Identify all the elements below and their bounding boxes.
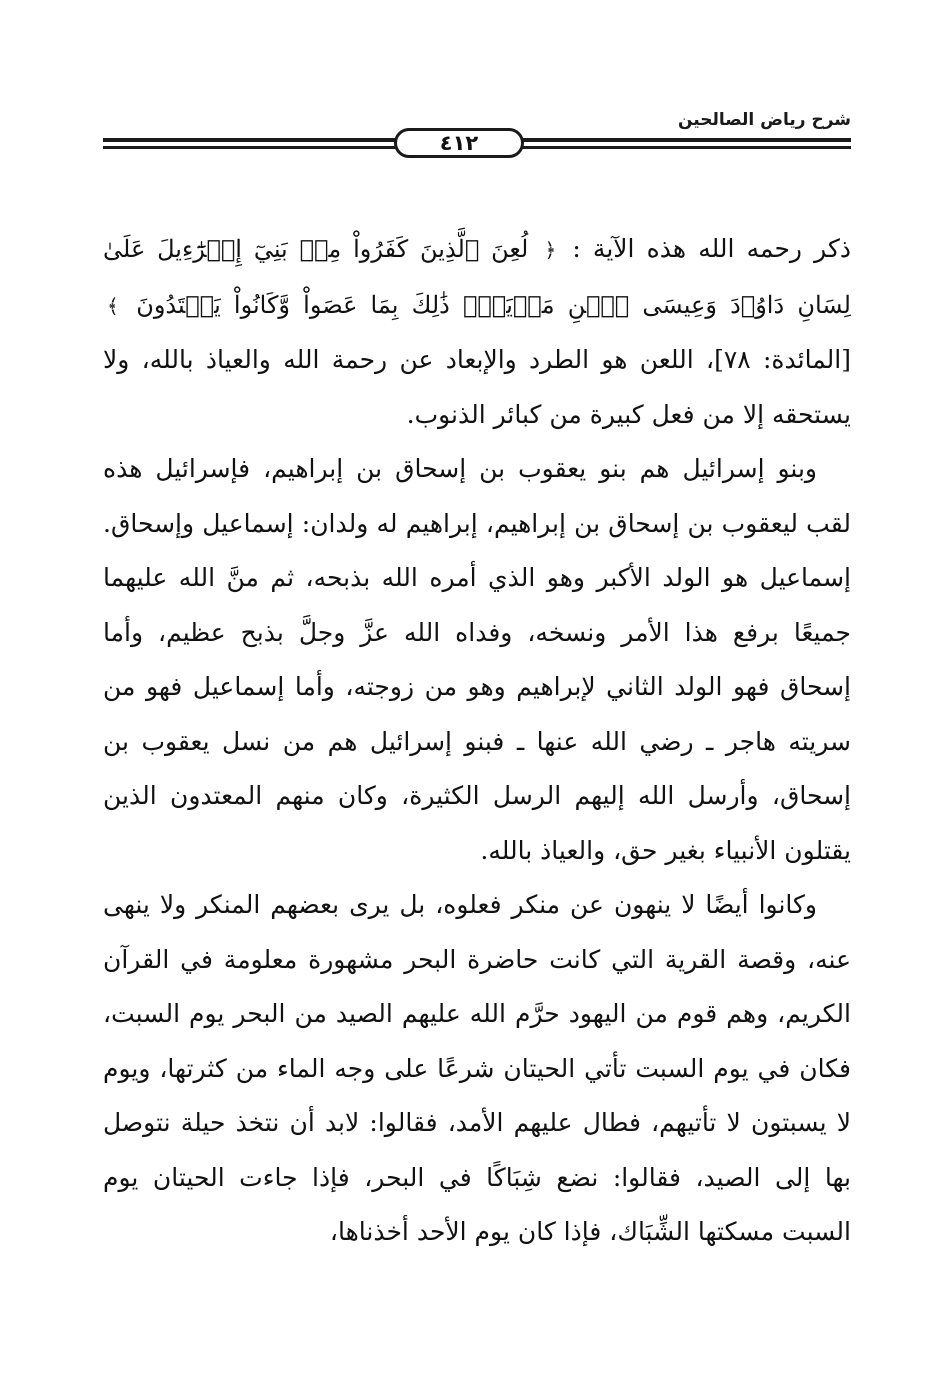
verse-commentary: [المائدة: ٧٨]، اللعن هو الطرد والإبعاد عن رحمة الله والعياذ بالله، ولا يستحقه إلا من فعل كبيرة من كبائر الذنوب. — [103, 345, 852, 429]
running-header-title: شرح رياض الصالحين — [677, 110, 851, 130]
quran-verse: لُعِنَ ٱلَّذِينَ كَفَرُواْ مِنۢ بَنِيٓ إِسۡرَٰٓءِيلَ عَلَىٰ لِسَانِ دَاوُۥدَ وَعِيسَى ٱبۡنِ مَرۡيَمَۚ ذَٰلِكَ بِمَا عَصَواْ وَّكَانُواْ يَعۡتَدُونَ — [103, 235, 851, 319]
main-text — [103, 222, 851, 1260]
paragraph-3: وكانوا أيضًا لا ينهون عن منكر فعلوه، بل يرى بعضهم المنكر ولا ينهى عنه، وقصة القرية التي كانت حاضرة البحر مشهورة معلومة في القرآن الكريم، وهم قوم من اليهود حرَّم الله عليهم الصيد من البحر يوم السبت، فكان في يوم السبت تأتي الحيتان شرعًا على وجه الماء من كثرتها، ويوم لا يسبتون لا تأتيهم، فطال عليهم الأمد، فقالوا: لابد أن نتخذ حيلة نتوصل بها إلى الصيد، فقالوا: نضع شِبَاكًا في البحر، فإذا جاءت الحيتان يوم السبت مسكتها الشِّبَاك، فإذا كان يوم الأحد أخذناها، — [103, 890, 851, 1246]
ornate-bracket-close: ﴾ — [107, 293, 119, 318]
paragraph-1 — [103, 222, 851, 442]
page-number-badge: ٤١٢ — [394, 128, 524, 158]
paragraph-2: وبنو إسرائيل هم بنو يعقوب بن إسحاق بن إبراهيم، فإسرائيل هذه لقب ليعقوب بن إسحاق بن إبراهيم، إبراهيم له ولدان: إسماعيل وإسحاق. إسماعيل هو الولد الأكبر وهو الذي أمره الله بذبحه، ثم منَّ الله عليهما جميعًا برفع هذا الأمر ونسخه، وفداه الله عزَّ وجلَّ بذبح عظيم، وأما إسحاق فهو الولد الثاني لإبراهيم وهو من زوجته، وأما إسماعيل فهو من سريته هاجر ـ رضي الله عنها ـ فبنو إسرائيل هم من نسل يعقوب بن إسحاق، وأرسل الله إليهم الرسل الكثيرة، وكان منهم المعتدون الذين يقتلون الأنبياء بغير حق، والعياذ بالله. — [103, 454, 851, 865]
verse-introduction: ذكر رحمه الله هذه الآية : — [560, 234, 851, 263]
ornate-bracket-open: ﴿ — [544, 238, 557, 262]
